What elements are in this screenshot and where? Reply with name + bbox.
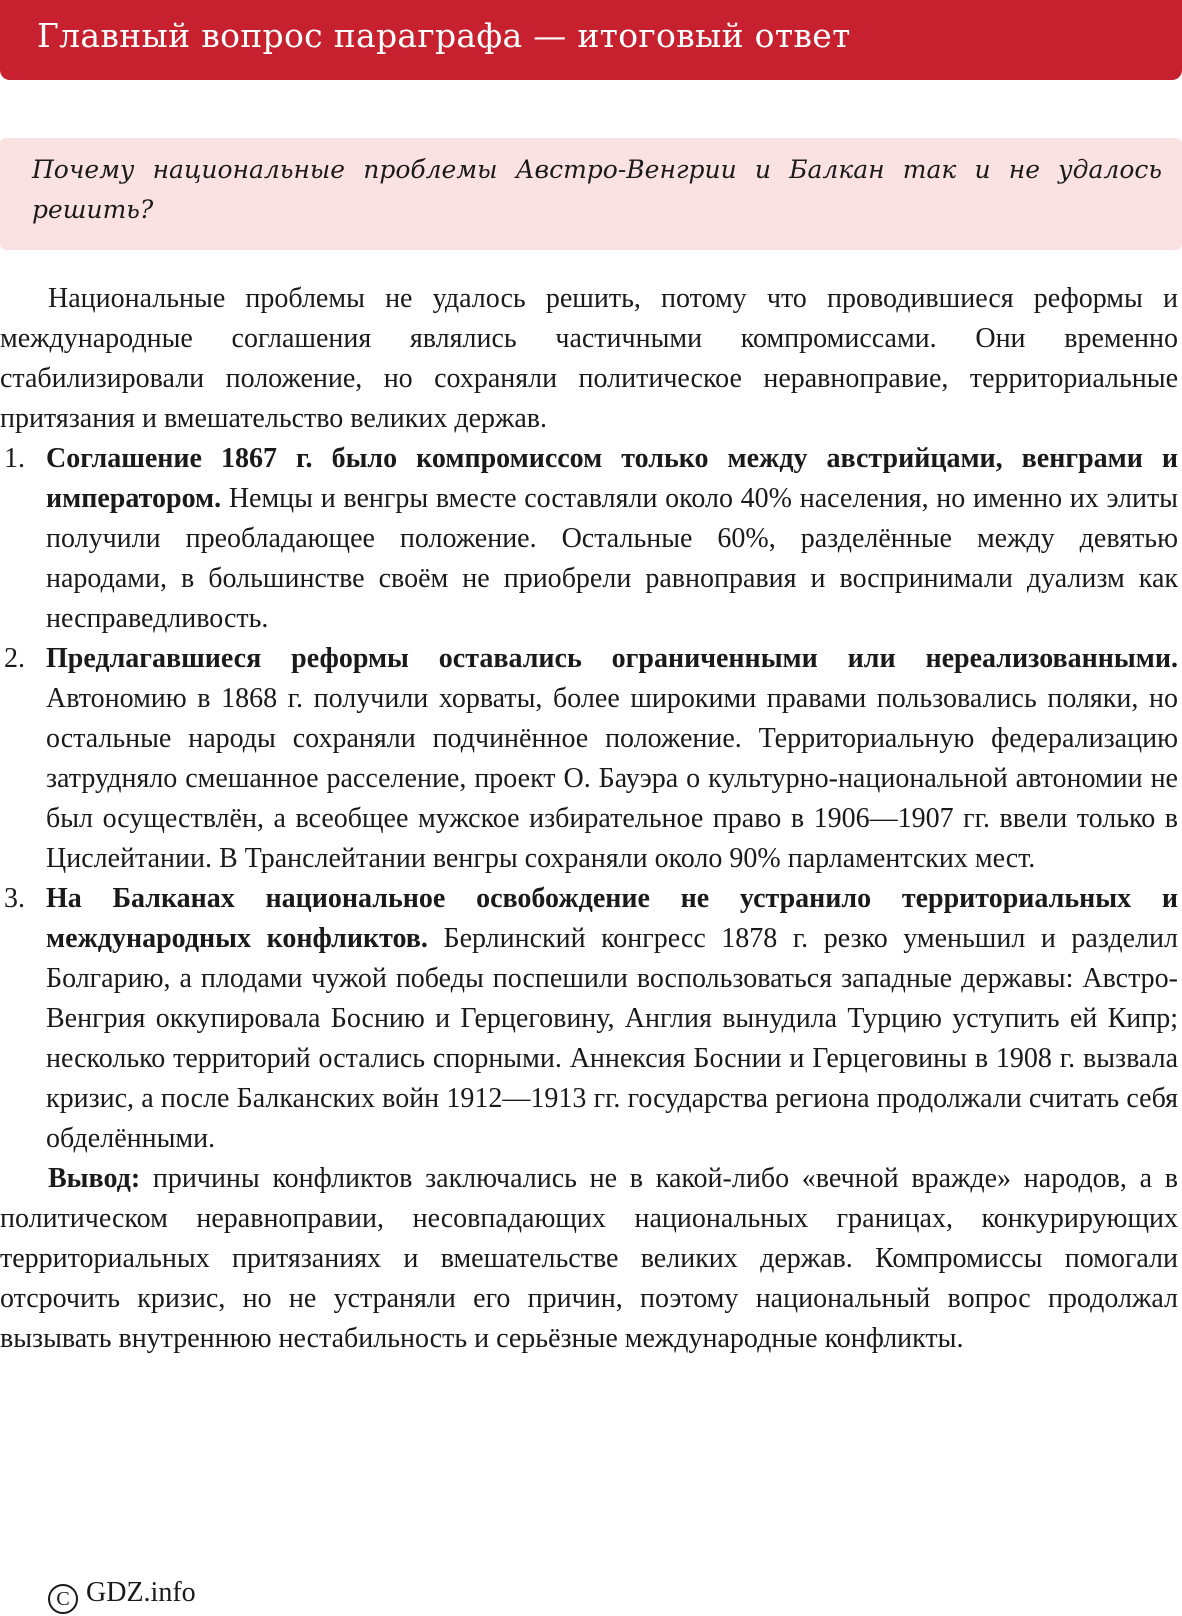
item-number: 1. — [4, 443, 25, 474]
page-title: Главный вопрос параграфа — итоговый ответ — [37, 16, 851, 55]
item-heading: Предлагавшиеся реформы оставались ограниченными или нереализованными. — [46, 643, 1178, 674]
conclusion-text: причины конфликтов заключались не в какой-либо «вечной вражде» народов, а в политическом неравноправии, несовпадающих национальных границах, конкурирующих территориальных притязаниях и вмешательстве великих держав. Компромиссы помогали отсрочить кризис, но не устраняли его причин, поэтому национальный вопрос продолжал вызывать внутреннюю нестабильность и серьёзные международные конфликты. — [0, 1163, 1178, 1354]
copyright-footer — [48, 1575, 196, 1614]
list-item — [0, 439, 1178, 639]
site-name: GDZ.info — [86, 1577, 196, 1608]
item-heading: Соглашение 1867 г. было компромиссом только между австрийцами, венграми и императором. — [46, 443, 1178, 514]
list-item — [0, 639, 1178, 879]
intro-paragraph: Национальные проблемы не удалось решить, потому что проводившиеся реформы и международные соглашения являлись частичными компромиссами. Они временно стабилизировали положение, но сохраняли политическое неравноправие, территориальные притязания и вмешательство великих держав. — [0, 283, 1178, 434]
item-text: Немцы и венгры вместе составляли около 40% населения, но именно их элиты получили преобладающее положение. Остальные 60%, разделённые между девятью народами, в большинстве своём не приобрели равноправия и воспринимали дуализм как несправедливость. — [46, 483, 1178, 634]
item-number: 3. — [4, 883, 25, 914]
main-question: Почему национальные проблемы Австро-Венгрии и Балкан так и не удалось решить? — [32, 155, 1162, 224]
item-number: 2. — [4, 643, 25, 674]
item-text: Автономию в 1868 г. получили хорваты, более широкими правами пользовались поляки, но остальные народы сохраняли подчинённое положение. Территориальную федерализацию затрудняло смешанное расселение, проект О. Бауэра о культурно-национальной автономии не был осуществлён, а всеобщее мужское избирательное право в 1906—1907 гг. ввели только в Цислейтании. В Транслейтании венгры сохраняли около 90% парламентских мест. — [46, 683, 1178, 874]
list-item — [0, 879, 1178, 1159]
item-heading: На Балканах национальное освобождение не устранило территориальных и международных конфликтов. — [46, 883, 1178, 954]
conclusion-label: Вывод: — [48, 1163, 141, 1194]
answer-body — [0, 279, 1178, 1359]
points-list — [0, 439, 1178, 1159]
item-text: Берлинский конгресс 1878 г. резко уменьшил и разделил Болгарию, а плодами чужой победы поспешили воспользоваться западные державы: Австро-Венгрия оккупировала Боснию и Герцеговину, Англия вынудила Турцию уступить ей Кипр; несколько территорий остались спорными. Аннексия Боснии и Герцеговины в 1908 г. вызвала кризис, а после Балканских войн 1912—1913 гг. государства региона продолжали считать себя обделёнными. — [46, 923, 1178, 1154]
copyright-icon: C — [48, 1584, 78, 1614]
conclusion-paragraph — [0, 1159, 1178, 1359]
